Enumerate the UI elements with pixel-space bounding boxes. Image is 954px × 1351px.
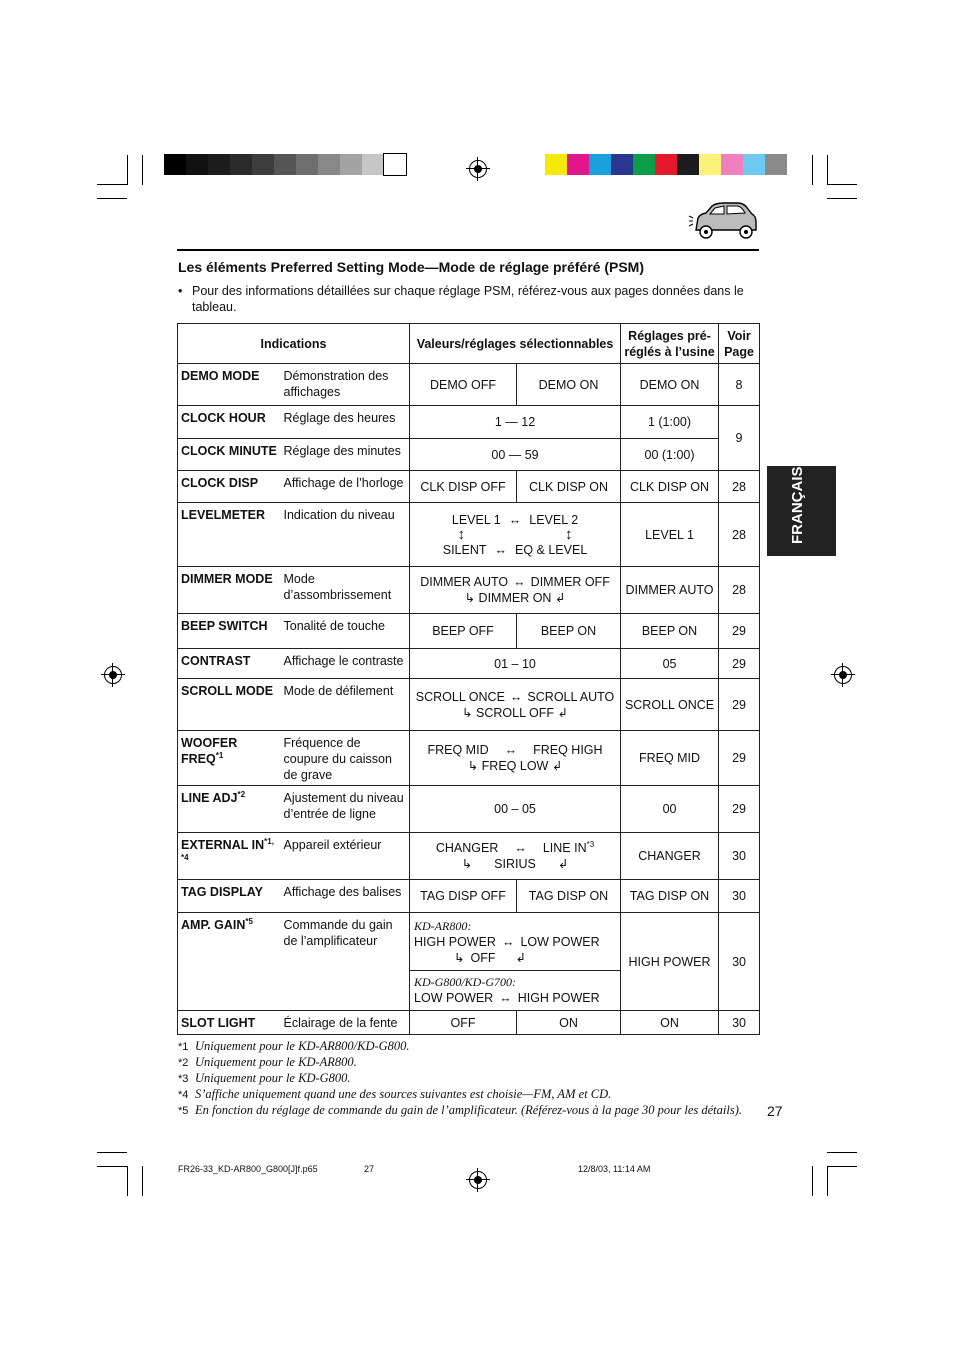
language-tab-label: FRANÇAIS [789,466,806,544]
footnote-text: En fonction du réglage de commande du gain de l’amplificateur. (Référez-vous à la page 30 pour les détails). [195,1103,743,1117]
option-value: 01 – 10 [410,649,621,679]
arrow-turn-icon: ↳ [464,591,476,605]
registration-mark-icon [834,666,852,684]
setting-description: Commande du gain de l’amplificateur [281,913,410,1011]
setting-name: LEVELMETER [178,503,281,567]
option-value: OFF [410,1011,517,1035]
table-row [178,439,760,471]
footnote-mark: *4 [178,1089,189,1101]
option-value: CLK DISP OFF [410,471,517,503]
crop-mark [142,155,143,185]
page-ref: 28 [719,471,760,503]
footnote-mark: *1 [178,1041,189,1053]
psm-table [177,323,760,1035]
model-label: KD-G800/KD-G700: [414,974,517,989]
calibration-swatch [362,154,384,175]
calibration-swatch [721,154,743,175]
arrow-turn-icon: ↳ [462,705,473,720]
setting-name-text: EXTERNAL IN [181,838,265,852]
calibration-swatch [611,154,633,175]
page-ref: 29 [719,679,760,731]
arrow-updown-icon: ↕ [457,525,466,543]
footnote [178,1103,742,1118]
preset-value: HIGH POWER [621,913,719,1011]
crop-mark [97,184,127,185]
option-value: DIMMER ON [478,591,552,605]
arrow-both-icon: ↔ [494,542,508,557]
table-row [178,731,760,786]
option-value: DIMMER OFF [530,575,610,589]
intro-paragraph [178,283,758,315]
table-row [178,679,760,731]
footnote-text: Uniquement pour le KD-AR800. [195,1055,357,1069]
setting-name: BEEP SWITCH [178,614,281,649]
arrow-both-icon: ↔ [514,841,527,855]
option-value: TAG DISP ON [517,880,621,913]
calibration-swatch [252,154,274,175]
table-row [178,833,760,880]
print-file-name: FR26-33_KD-AR800_G800[J]f.p65 [178,1164,318,1174]
setting-name [178,786,281,833]
setting-description: Mode de défilement [281,679,410,731]
setting-name: CLOCK MINUTE [178,439,281,471]
print-page: 27 [364,1164,375,1174]
setting-description: Démonstration des affichages [281,364,410,406]
setting-name-text: AMP. GAIN [181,918,246,932]
arrow-updown-icon: ↕ [565,525,573,543]
footnote [178,1055,357,1070]
page-ref: 30 [719,913,760,1011]
preset-value: 05 [621,649,719,679]
option-value: BEEP ON [517,614,621,649]
setting-description: Réglage des minutes [281,439,410,471]
arrow-both-icon: ↔ [508,512,522,527]
option-value: HIGH POWER [414,934,496,949]
table-row [178,786,760,833]
page-ref: 29 [719,649,760,679]
preset-value: 00 [621,786,719,833]
calibration-swatch [633,154,655,175]
option-cycle [410,731,621,786]
option-value: EQ & LEVEL [515,542,588,557]
option-value: BEEP OFF [410,614,517,649]
option-value: LEVEL 2 [529,512,579,527]
arrow-both-icon: ↔ [499,990,512,1005]
footnote-ref: *2 [237,789,246,799]
option-value: TAG DISP OFF [410,880,517,913]
header-indications: Indications [178,324,410,364]
option-value: FREQ LOW [481,759,549,773]
calibration-swatch [699,154,721,175]
crop-mark [812,1166,813,1196]
page-number: 27 [767,1103,783,1119]
calibration-swatch [230,154,252,175]
crop-mark [142,1166,143,1196]
footnote [178,1039,410,1054]
option-value: FREQ HIGH [533,743,603,757]
setting-description: Ajustement du niveau d’entrée de ligne [281,786,410,833]
model-label: KD-AR800: [414,918,472,933]
option-cycle [410,503,621,567]
arrow-both-icon: ↔ [509,689,523,704]
header-rule [177,249,759,251]
calibration-swatch [545,154,567,175]
page-ref: 30 [719,1011,760,1035]
setting-description: Appareil extérieur [281,833,410,880]
option-value: DIMMER AUTO [420,575,509,589]
option-value: CHANGER [435,841,499,855]
option-value: SIRIUS [494,857,536,871]
option-value: OFF [470,950,496,965]
header-preset: Réglages pré-réglés à l’usine [621,324,719,364]
registration-mark-icon [469,1171,487,1189]
option-value: SCROLL ONCE [415,689,505,704]
calibration-swatch [318,154,340,175]
preset-value: SCROLL ONCE [621,679,719,731]
registration-mark-icon [104,666,122,684]
arrow-both-icon: ↔ [513,575,526,589]
bullet: • [178,284,183,298]
table-row [178,614,760,649]
preset-value: ON [621,1011,719,1035]
calibration-swatch [164,154,186,175]
setting-description: Tonalité de touche [281,614,410,649]
option-value: 1 — 12 [410,406,621,439]
footnote-mark: *2 [178,1057,189,1069]
crop-mark [827,1152,857,1153]
footnote-ref: *1, *4 [181,836,274,862]
setting-description: Éclairage de la fente [281,1011,410,1035]
option-value: SCROLL OFF [476,705,555,720]
page-ref: 29 [719,731,760,786]
table-row [178,503,760,567]
calibration-swatch [274,154,296,175]
option-value: ON [517,1011,621,1035]
page-ref: 28 [719,503,760,567]
crop-mark [97,198,127,199]
page-ref: 28 [719,567,760,614]
option-value: 00 – 05 [410,786,621,833]
table-row [178,649,760,679]
page-ref: 8 [719,364,760,406]
calibration-swatch [340,154,362,175]
setting-name-text: WOOFER FREQ [181,736,238,766]
option-cycle [410,913,621,1011]
option-value: CLK DISP ON [517,471,621,503]
footnote-text: Uniquement pour le KD-G800. [195,1071,351,1085]
table-row [178,913,760,1011]
setting-description: Fréquence de coupure du caisson de grave [281,731,410,786]
setting-name [178,731,281,786]
arrow-both-icon: ↔ [504,743,518,757]
arrow-return-icon: ↲ [554,591,566,605]
footnote-ref: *3 [586,839,595,849]
footnote [178,1071,351,1086]
table-row [178,1011,760,1035]
intro-text: Pour des informations détaillées sur chaque réglage PSM, référez-vous aux pages données dans le tableau. [192,284,744,314]
setting-description: Affichage le contraste [281,649,410,679]
preset-value: CHANGER [621,833,719,880]
option-value: LEVEL 1 [451,512,501,527]
arrow-turn-icon: ↳ [461,857,473,871]
table-row [178,880,760,913]
calibration-swatch [296,154,318,175]
setting-name: DIMMER MODE [178,567,281,614]
option-value: HIGH POWER [517,990,600,1005]
calibration-swatch [186,154,208,175]
footnote-text: S’affiche uniquement quand une des sources suivantes est choisie—FM, AM et CD. [195,1087,612,1101]
calibration-swatch [208,154,230,175]
registration-mark-icon [469,160,487,178]
option-value: DEMO OFF [410,364,517,406]
table-row [178,471,760,503]
preset-value: DIMMER AUTO [621,567,719,614]
option-value: SILENT [442,542,487,557]
preset-value: FREQ MID [621,731,719,786]
option-cycle [410,567,621,614]
setting-name: CLOCK DISP [178,471,281,503]
table-row [178,567,760,614]
arrow-return-icon: ↲ [557,857,569,871]
arrow-turn-icon: ↳ [454,950,465,965]
print-date: 12/8/03, 11:14 AM [578,1164,651,1174]
arrow-return-icon: ↲ [515,950,526,965]
option-value: 00 — 59 [410,439,621,471]
header-page: Voir Page [719,324,760,364]
option-cycle [410,679,621,731]
calibration-swatch [567,154,589,175]
page-ref: 30 [719,833,760,880]
preset-value: BEEP ON [621,614,719,649]
page-title: Les éléments Preferred Setting Mode—Mode de réglage préféré (PSM) [178,259,645,275]
option-value: SCROLL AUTO [527,689,615,704]
option-value: LINE IN [542,841,587,855]
setting-description: Indication du niveau [281,503,410,567]
footnote-ref: *5 [245,916,253,926]
header-values: Valeurs/réglages sélectionnables [410,324,621,364]
option-value: FREQ MID [427,743,489,757]
footnote-mark: *3 [178,1073,189,1085]
calibration-swatch [384,154,406,175]
preset-value: DEMO ON [621,364,719,406]
arrow-turn-icon: ↳ [467,759,479,773]
crop-mark [97,1152,127,1153]
table-row [178,406,760,439]
crop-mark [812,155,813,185]
setting-name [178,833,281,880]
setting-description: Affichage des balises [281,880,410,913]
setting-name: CONTRAST [178,649,281,679]
page-ref: 30 [719,880,760,913]
arrow-return-icon: ↲ [557,705,568,720]
page-ref: 9 [719,406,760,471]
page-ref: 29 [719,614,760,649]
setting-description: Réglage des heures [281,406,410,439]
page-ref: 29 [719,786,760,833]
arrow-return-icon: ↲ [551,759,563,773]
calibration-swatch [677,154,699,175]
crop-mark [827,1166,828,1196]
footnote-text: Uniquement pour le KD-AR800/KD-G800. [195,1039,410,1053]
setting-description: Mode d’assombrissement [281,567,410,614]
footnote-ref: *1 [215,750,224,760]
crop-mark [827,198,857,199]
setting-name: TAG DISPLAY [178,880,281,913]
crop-mark [127,1166,128,1196]
crop-mark [827,1166,857,1167]
setting-description: Affichage de l’horloge [281,471,410,503]
preset-value: 00 (1:00) [621,439,719,471]
preset-value: CLK DISP ON [621,471,719,503]
setting-name: CLOCK HOUR [178,406,281,439]
table-row [178,364,760,406]
calibration-swatch [743,154,765,175]
option-value: DEMO ON [517,364,621,406]
calibration-swatch [765,154,787,175]
setting-name-text: LINE ADJ [181,791,238,805]
setting-name: DEMO MODE [178,364,281,406]
preset-value: TAG DISP ON [621,880,719,913]
preset-value: 1 (1:00) [621,406,719,439]
arrow-both-icon: ↔ [501,934,515,949]
car-icon [688,200,760,244]
option-value: LOW POWER [520,934,600,949]
setting-name: SLOT LIGHT [178,1011,281,1035]
crop-mark [827,184,857,185]
crop-mark [827,155,828,185]
language-tab [767,466,836,556]
option-cycle [410,833,621,880]
crop-mark [97,1166,127,1167]
setting-name: SCROLL MODE [178,679,281,731]
crop-mark [127,155,128,185]
calibration-swatch [589,154,611,175]
footnote-mark: *5 [178,1105,189,1117]
preset-value: LEVEL 1 [621,503,719,567]
calibration-swatch [655,154,677,175]
footnote [178,1087,611,1102]
option-value: LOW POWER [414,990,494,1005]
setting-name [178,913,281,1011]
